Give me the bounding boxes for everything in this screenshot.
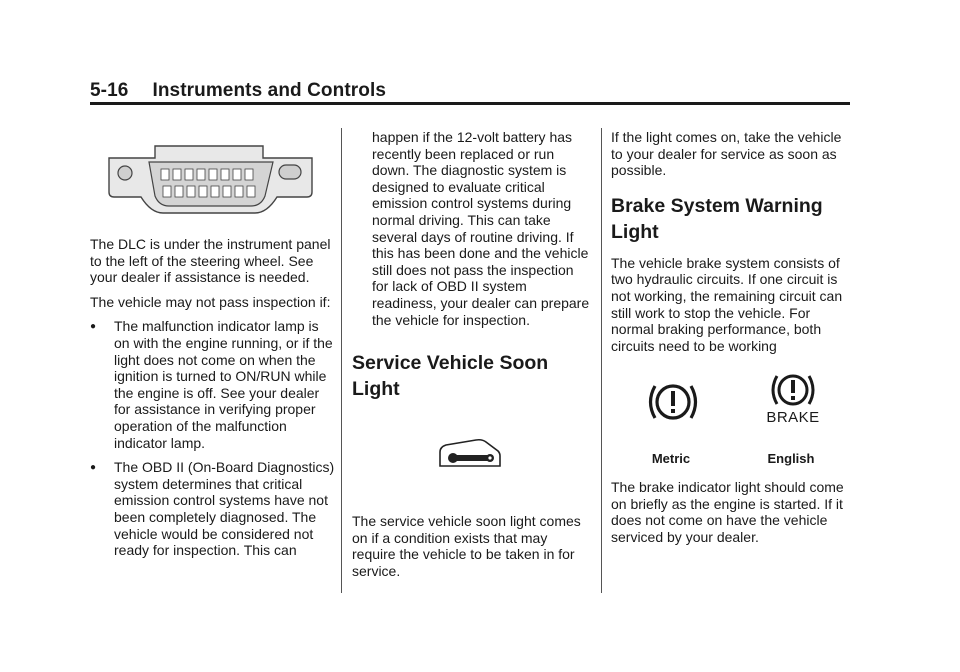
dlc-connector-icon xyxy=(103,140,318,215)
header-rule xyxy=(90,102,850,105)
list-item: ● The OBD II (On-Board Diagnostics) system determines that critical emission control systems have not been completely diagnosed. The vehicle would be considered not ready for inspection. This can xyxy=(90,459,335,559)
list-item: ● The malfunction indicator lamp is on with the engine running, or if the light does not come on when the ignition is turned to ON/RUN while the engine is off. See your dealer for assistance in verifying proper operation of the malfunction indicator lamp. xyxy=(90,318,333,451)
column-divider-1 xyxy=(341,128,342,593)
brake-warning-metric-icon xyxy=(645,378,701,426)
page-header xyxy=(90,80,386,102)
service-text-block xyxy=(352,513,592,579)
inspection-intro-text: The vehicle may not pass inspection if: xyxy=(90,293,331,310)
page-number: 5-16 xyxy=(90,80,129,101)
continued-text: happen if the 12-volt battery has recently been replaced or run down. The diagnostic system is designed to evaluate critical emission control systems during normal driving. This can take several days of routine driving. If this has been done and the vehicle still does not pass the inspection for lack of OBD II system readiness, your dealer can prepare the vehicle for inspection. xyxy=(372,129,590,328)
section-title: Instruments and Controls xyxy=(152,80,387,101)
column-1 xyxy=(90,236,335,559)
brake-text: The vehicle brake system consists of two hydraulic circuits. If one circuit is not working, the remaining circuit can still work to stop the vehicle. For normal braking performance, both circuits need to be working xyxy=(611,254,843,354)
service-heading: Service Vehicle Soon Light xyxy=(352,352,549,400)
brake-indicator-text: The brake indicator light should come on briefly as the engine is started. If it does not come on have the vehicle serviced by your dealer. xyxy=(611,479,844,545)
intro-text: If the light comes on, take the vehicle to your dealer for service as soon as possible. xyxy=(611,129,842,179)
brake-indicator-block xyxy=(611,479,851,545)
bullet-icon: ● xyxy=(90,462,97,474)
brake-icon-label: BRAKE xyxy=(766,409,820,426)
service-text: The service vehicle soon light comes on if a condition exists that may require the vehicle to be taken in for service. xyxy=(352,513,581,579)
dlc-location-text: The DLC is under the instrument panel to the left of the steering wheel. See your dealer if assistance is needed. xyxy=(90,236,331,286)
brake-heading: Brake System Warning Light xyxy=(611,194,823,243)
caption-english: English xyxy=(767,451,815,466)
column-2 xyxy=(372,129,592,328)
service-vehicle-soon-icon xyxy=(436,436,504,470)
bullet-icon: ● xyxy=(90,321,97,333)
brake-warning-english-icon xyxy=(765,370,821,412)
column-divider-2 xyxy=(601,128,602,593)
caption-metric: Metric xyxy=(651,451,691,466)
column-3 xyxy=(611,129,851,354)
service-section xyxy=(352,350,592,402)
